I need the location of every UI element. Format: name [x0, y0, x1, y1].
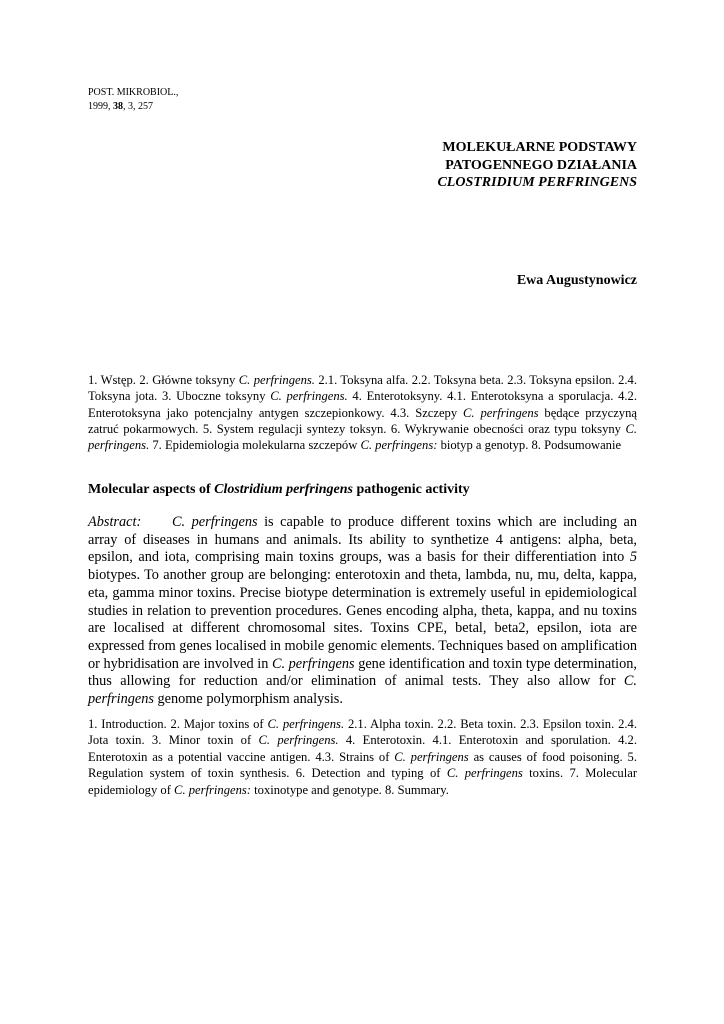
species-name: C. perfringens. — [238, 373, 315, 387]
species-name: C. perfringens: — [174, 782, 252, 797]
species-name: C. perfringens — [271, 655, 355, 672]
polish-contents — [88, 372, 637, 453]
english-contents — [88, 716, 637, 798]
species-name: C. perfringens. — [258, 733, 339, 748]
toc-en-text: 4. Enterotoxin. 4.1. Enterotoxin and sporulation. 4.2. Enterotoxin as a potential vaccine antigen. 4.3. Strains of — [88, 733, 637, 764]
abstract-text: gene identification and toxin type determination, thus allowing for reduction and/or elimination of animal tests. They also allow for — [88, 655, 638, 690]
species-name: C. perfringens — [88, 673, 637, 708]
english-title — [88, 482, 470, 498]
toc-pl-text: 1. Wstęp. 2. Główne toksyny — [88, 373, 239, 387]
title-line-1: MOLEKUŁARNE PODSTAWY — [442, 140, 637, 155]
author-name: Ewa Augustynowicz — [516, 273, 637, 288]
toc-pl-text: 7. Epidemiologia molekularna szczepów — [149, 438, 361, 453]
journal-citation — [88, 86, 178, 114]
species-name: C. perfringens — [463, 405, 539, 420]
title-line-3: CLOSTRIDIUM PERFRINGENS — [437, 175, 637, 190]
biotype-count: 5 — [629, 549, 637, 566]
english-title-text: Molecular aspects of — [88, 482, 215, 497]
species-name: C. perfringens — [172, 514, 258, 530]
journal-name: POST. MIKROBIOL., — [88, 87, 179, 98]
abstract-label: Abstract: — [88, 514, 142, 530]
journal-issue-page: , 3, 257 — [123, 101, 153, 112]
species-name: C. perfringens — [446, 766, 523, 781]
abstract-text: is capable to produce different toxins which are including an array of diseases in humans and animals. Its ability to synthetize 4 antigens: alpha, beta, epsilon, and iota, comprising main toxins groups, was a basis for their differentiation into — [88, 514, 637, 566]
species-name: C. perfringens. — [267, 717, 345, 731]
toc-pl-text: 2.1. Toksyna alfa. 2.2. Toksyna beta. 2.3. Toksyna epsilon. 2.4. Toksyna jota. 3. Uboczne toksyny — [88, 373, 637, 404]
toc-pl-text: biotyp a genotyp. 8. Podsumowanie — [437, 438, 622, 453]
species-name: C. perfringens. — [88, 421, 637, 453]
toc-en-text: 1. Introduction. 2. Major toxins of — [88, 717, 268, 731]
toc-en-text: toxins. 7. Molecular epidemiology of — [88, 766, 638, 797]
toc-en-text: toxinotype and genotype. 8. Summary. — [251, 782, 449, 797]
title-line-2: PATOGENNEGO DZIAŁANIA — [445, 157, 637, 173]
toc-en-text: 2.1. Alpha toxin. 2.2. Beta toxin. 2.3. Epsilon toxin. 2.4. Jota toxin. 3. Minor toxin of — [88, 717, 637, 748]
species-name: C. perfringens. — [270, 389, 348, 404]
abstract-text: genome polymorphism analysis. — [153, 691, 343, 708]
abstract-text: biotypes. To another group are belonging: enterotoxin and theta, lambda, nu, mu, delta, kappa, eta, gamma minor toxins. Precise biotype determination is extremely useful in epidemiological studies in relation to prevention procedures. Genes encoding alpha, theta, kappa, and nu toxins are localised at different chromosomal sites. Toxins CPE, betal, beta2, epsilon, iota are expressed from genes localised in mobile genomic elements. Techniques based on amplification or hybridisation are involved in — [88, 567, 638, 672]
species-name: Clostridium perfringens — [214, 482, 353, 497]
abstract — [88, 514, 637, 709]
journal-volume: 38 — [113, 101, 123, 112]
article-title — [237, 139, 637, 192]
toc-pl-text: 4. Enterotoksyny. 4.1. Enterotoksyna a sporulacja. 4.2. Enterotoksyna jako potencjalny antygen szczepionkowy. 4.3. Szczepy — [88, 389, 637, 420]
toc-en-text: as causes of food poisoning. 5. Regulation system of toxin synthesis. 6. Detection and typing of — [88, 749, 637, 781]
toc-pl-text: będące przyczyną zatruć pokarmowych. 5. System regulacji syntezy toksyn. 6. Wykrywanie obecności oraz typu toksyny — [88, 405, 637, 436]
journal-year: 1999, — [88, 101, 113, 112]
english-title-text: pathogenic activity — [352, 482, 470, 497]
journal-volume-line — [88, 100, 178, 114]
species-name: C. perfringens — [394, 749, 469, 764]
species-name: C. perfringens: — [360, 438, 438, 453]
